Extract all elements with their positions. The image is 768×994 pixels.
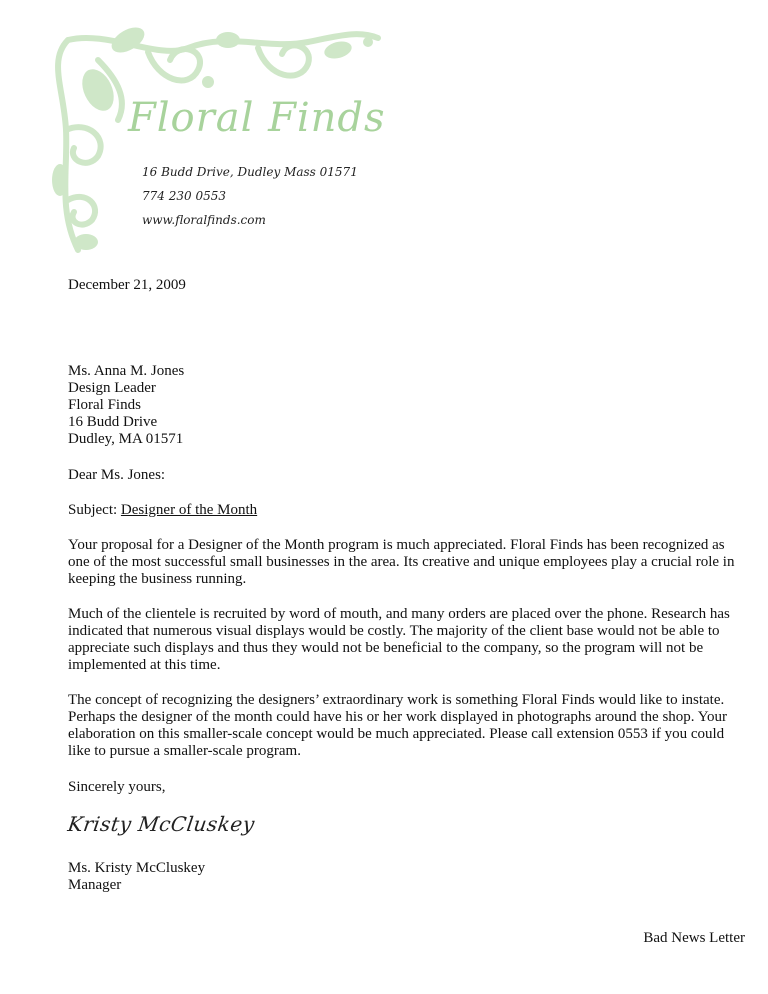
paragraph-1: Your proposal for a Designer of the Month program is much appreciated. Floral Finds has been recognized as one of the most successful small businesses in the area. Its creative and unique employees play a crucial role in keeping the business running. bbox=[68, 537, 735, 587]
footer-label: Bad News Letter bbox=[643, 930, 745, 946]
signer-title: Manager bbox=[68, 877, 122, 893]
signer-block bbox=[68, 860, 205, 894]
company-logo-text: Floral Finds bbox=[128, 95, 386, 141]
salutation: Dear Ms. Jones: bbox=[68, 467, 166, 483]
letterhead-website: www.floralfinds.com bbox=[142, 213, 266, 227]
recipient-company: Floral Finds bbox=[68, 397, 141, 413]
subject-label: Subject: bbox=[68, 502, 121, 518]
handwritten-signature: Kristy McCluskey bbox=[66, 812, 257, 836]
subject-line bbox=[68, 502, 257, 519]
closing: Sincerely yours, bbox=[68, 779, 166, 795]
letter-date: December 21, 2009 bbox=[68, 277, 186, 293]
letterhead-address: 16 Budd Drive, Dudley Mass 01571 bbox=[142, 165, 358, 179]
paragraph-2: Much of the clientele is recruited by word of mouth, and many orders are placed over the phone. Research has indicated that numerous visual displays would be costly. The majority of the client base would not be able to appreciate such displays and thus they would not be beneficial to the company, so the program will not be implemented at this time. bbox=[68, 606, 730, 673]
recipient-city: Dudley, MA 01571 bbox=[68, 431, 184, 447]
recipient-block bbox=[68, 363, 184, 448]
recipient-name: Ms. Anna M. Jones bbox=[68, 363, 185, 379]
signer-name: Ms. Kristy McCluskey bbox=[68, 860, 206, 876]
paragraph-3: The concept of recognizing the designers’ extraordinary work is something Floral Finds would like to instate. Perhaps the designer of the month could have his or her work displayed in photographs around the shop. Your elaboration on this smaller-scale concept would be much appreciated. Please call extension 0553 if you could like to pursue a smaller-scale program. bbox=[68, 692, 728, 759]
recipient-title: Design Leader bbox=[68, 380, 156, 396]
recipient-street: 16 Budd Drive bbox=[68, 414, 158, 430]
letterhead-phone: 774 230 0553 bbox=[142, 189, 226, 203]
subject-text: Designer of the Month bbox=[120, 502, 258, 518]
